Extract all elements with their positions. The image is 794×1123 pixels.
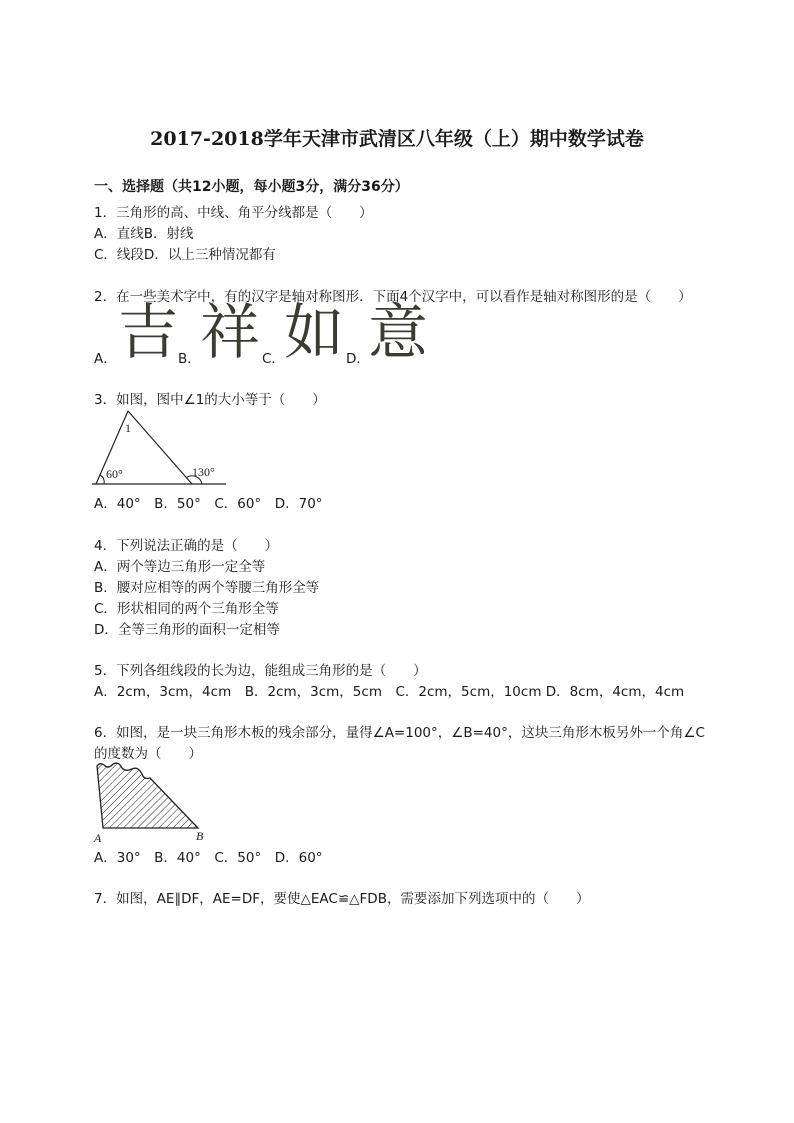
- q1-options-ab: A．直线B．射线: [94, 226, 194, 242]
- q2-option-c-label: C．: [262, 351, 285, 367]
- q6-broken-board: [97, 763, 198, 828]
- q4-option-a: A．两个等边三角形一定全等: [94, 559, 266, 575]
- q7-stem: 7．如图，AE∥DF，AE=DF，要使△EAC≌△FDB，需要添加下列选项中的（ ）: [94, 891, 590, 907]
- q2-option-d-label: D．: [346, 351, 370, 367]
- q2-option-b-char: 祥: [200, 298, 260, 368]
- q4-option-b: B．腰对应相等的两个等腰三角形全等: [94, 580, 320, 596]
- q2-option-a-char: 吉: [118, 298, 178, 368]
- q2-option-d-char: 意: [368, 298, 428, 368]
- q5-options: A．2cm，3cm，4cm B．2cm，3cm，5cm C．2cm，5cm，10cm D．8cm，4cm，4cm: [94, 684, 685, 700]
- q3-options: A．40° B．50° C．60° D．70°: [94, 496, 323, 512]
- q2-stem: 2．在一些美术字中，有的汉字是轴对称图形．下面4个汉字中，可以看作是轴对称图形的是（ ）: [94, 289, 692, 305]
- q6-stem-line2: 的度数为（ ）: [94, 746, 202, 762]
- q3-angle-1-label: 1: [125, 421, 131, 435]
- q2-option-b-label: B．: [178, 351, 201, 367]
- q1-options-cd: C．线段D．以上三种情况都有: [94, 247, 276, 263]
- q1-stem: 1．三角形的高、中线、角平分线都是（ ）: [94, 205, 373, 221]
- q4-option-d: D．全等三角形的面积一定相等: [94, 622, 280, 638]
- q3-stem: 3．如图，图中∠1的大小等于（ ）: [94, 392, 326, 408]
- q2-option-c-char: 如: [284, 298, 344, 368]
- q3-right-side: [128, 411, 192, 484]
- section-heading: 一、选择题（共12小题，每小题3分，满分36分）: [94, 179, 409, 195]
- q5-stem: 5．下列各组线段的长为边，能组成三角形的是（ ）: [94, 663, 427, 679]
- q6-vertex-b-label: B: [196, 829, 204, 843]
- q6-stem-line1: 6．如图，是一块三角形木板的残余部分，量得∠A=100°，∠B=40°，这块三角形木板另外一个角∠C: [94, 725, 705, 741]
- q6-options: A．30° B．40° C．50° D．60°: [94, 850, 323, 866]
- q3-triangle-figure: [92, 408, 232, 490]
- q4-option-c: C．形状相同的两个三角形全等: [94, 601, 279, 617]
- q3-angle-60-label: 60°: [106, 467, 123, 481]
- q2-option-a-label: A．: [94, 351, 117, 367]
- page-title: 2017-2018学年天津市武清区八年级（上）期中数学试卷: [150, 128, 644, 150]
- q6-vertex-a-label: A: [94, 831, 102, 845]
- q4-stem: 4．下列说法正确的是（ ）: [94, 538, 279, 554]
- q6-board-figure: [92, 760, 216, 844]
- q3-angle-60-arc: [100, 475, 104, 484]
- q3-angle-130-label: 130°: [192, 465, 215, 479]
